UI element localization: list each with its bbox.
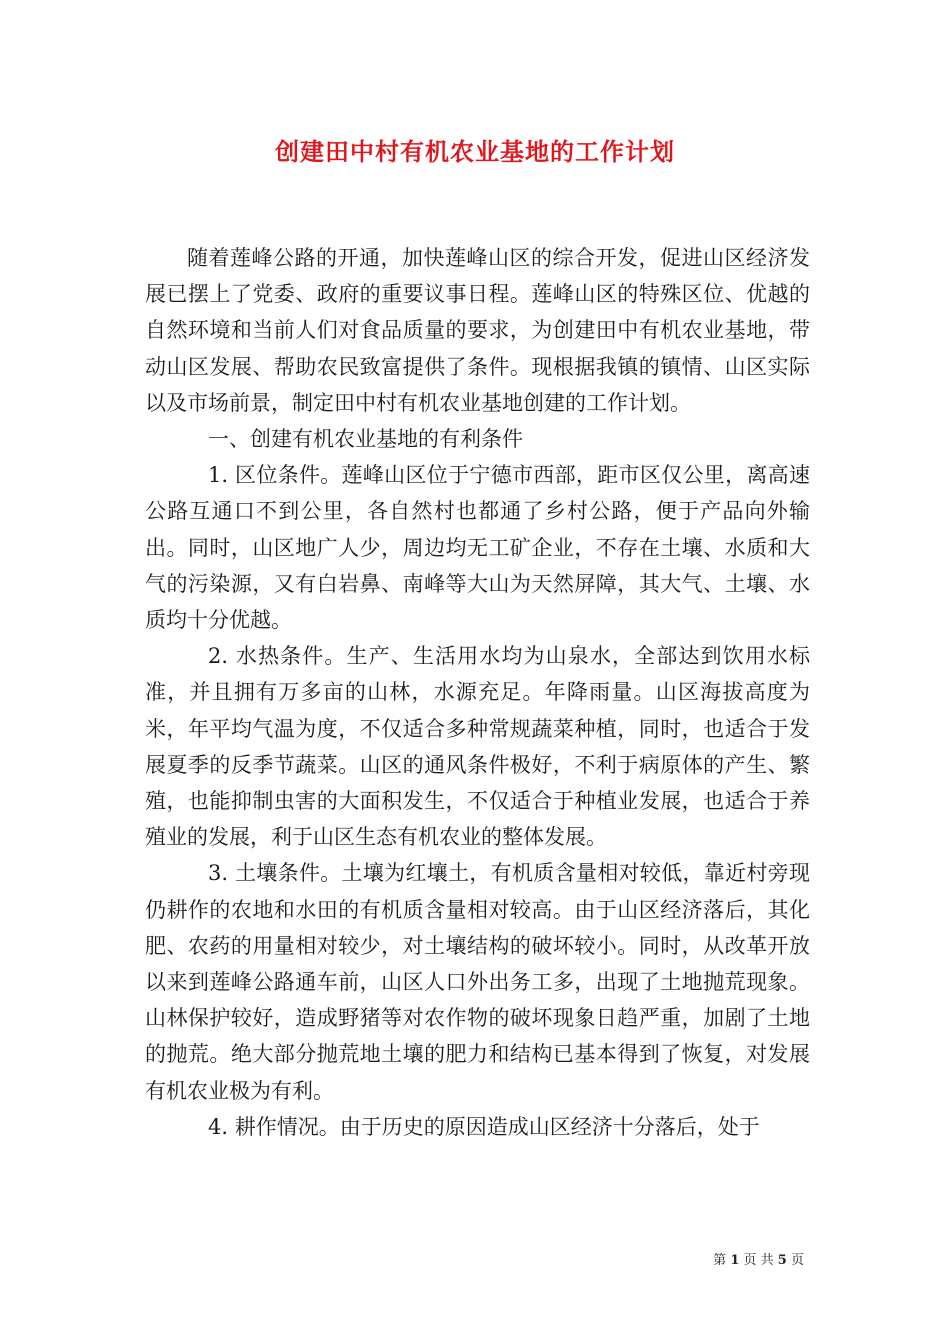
paragraph-soil: 3. 土壤条件。土壤为红壤土，有机质含量相对较低，靠近村旁现仍耕作的农地和水田的有机质含量相对较高。由于山区经济落后，其化肥、农药的用量相对较少，对土壤结构的破坏较小。同时，从改革开放以来到莲峰公路通车前，山区人口外出务工多，出现了土地抛荒现象。山林保护较好，造成野猪等对农作物的破坏现象日趋严重，加剧了土地的抛荒。绝大部分抛荒地土壤的肥力和结构已基本得到了恢复，对发展有机农业极为有利。 — [145, 861, 810, 1103]
footer-middle: 页 共 — [743, 1253, 774, 1268]
section-heading: 一、创建有机农业基地的有利条件 — [208, 427, 523, 452]
footer-total-pages: 5 — [777, 1253, 787, 1268]
paragraph-cultivation: 4. 耕作情况。由于历史的原因造成山区经济十分落后，处于 — [208, 1114, 760, 1139]
footer-prefix: 第 — [713, 1253, 727, 1268]
footer-suffix: 页 — [790, 1253, 804, 1268]
paragraph-water-heat: 2. 水热条件。生产、生活用水均为山泉水，全部达到饮用水标准，并且拥有万多亩的山林，水源充足。年降雨量。山区海拔高度为米，年平均气温为度，不仅适合多种常规蔬菜种植，同时，也适合于发展夏季的反季节蔬菜。山区的通风条件极好，不利于病原体的产生、繁殖，也能抑制虫害的大面积发生，不仅适合于种植业发展，也适合于养殖业的发展，利于山区生态有机农业的整体发展。 — [145, 644, 810, 850]
document-body — [145, 240, 810, 1145]
intro-paragraph: 随着莲峰公路的开通，加快莲峰山区的综合开发，促进山区经济发展已摆上了党委、政府的重要议事日程。莲峰山区的特殊区位、优越的自然环境和当前人们对食品质量的要求，为创建田中有机农业基地，带动山区发展、帮助农民致富提供了条件。现根据我镇的镇情、山区实际以及市场前景，制定田中村有机农业基地创建的工作计划。 — [145, 246, 810, 415]
page-footer — [713, 1249, 804, 1268]
footer-current-page: 1 — [730, 1253, 740, 1268]
paragraph-location: 1. 区位条件。莲峰山区位于宁德市西部，距市区仅公里，离高速公路互通口不到公里，各自然村也都通了乡村公路，便于产品向外输出。同时，山区地广人少，周边均无工矿企业，不存在土壤、水质和大气的污染源，又有白岩鼻、南峰等大山为天然屏障，其大气、土壤、水质均十分优越。 — [145, 463, 810, 633]
document-title: 创建田中村有机农业基地的工作计划 — [275, 137, 675, 166]
